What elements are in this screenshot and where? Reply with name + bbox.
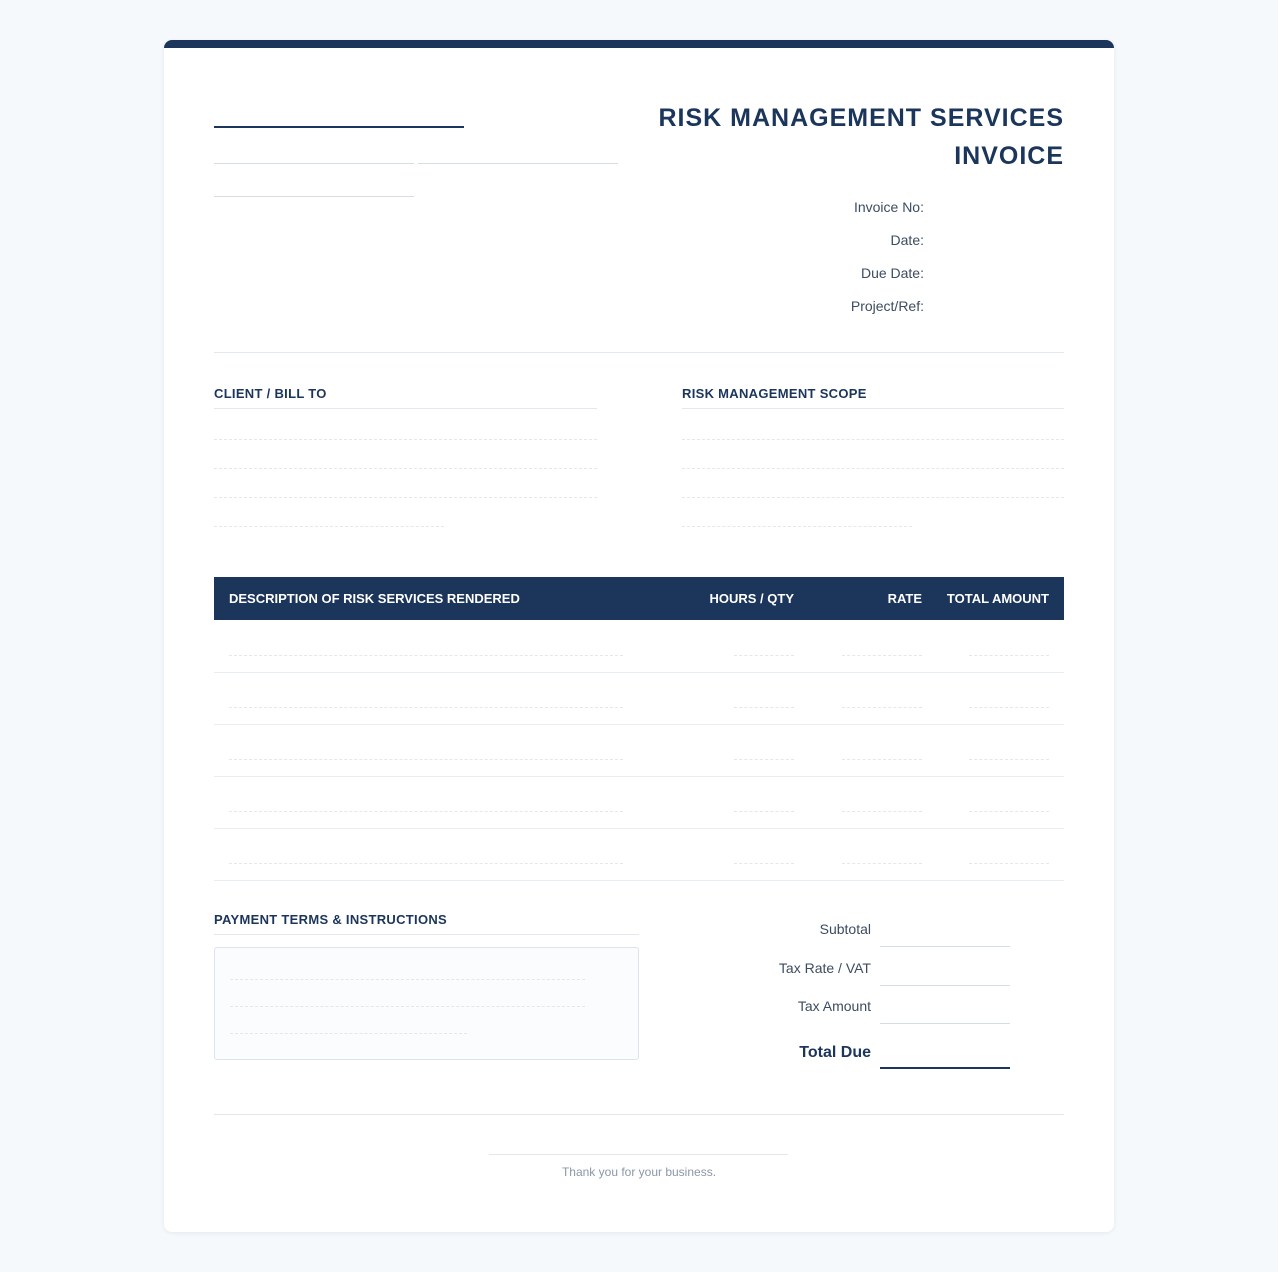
payment-notes-box[interactable] — [214, 947, 639, 1060]
row-rate-line — [842, 759, 922, 760]
table-row — [214, 620, 1064, 673]
col-rate: RATE — [887, 591, 922, 606]
client-section-title: CLIENT / BILL TO — [214, 386, 327, 401]
total-due-label: Total Due — [799, 1044, 871, 1061]
signature-line — [489, 1154, 788, 1155]
client-line — [214, 439, 597, 440]
payment-section-title: PAYMENT TERMS & INSTRUCTIONS — [214, 912, 448, 927]
scope-line — [682, 526, 912, 527]
table-row — [214, 724, 1064, 777]
col-total: TOTAL AMOUNT — [946, 591, 1049, 606]
row-hours-line — [734, 863, 794, 864]
row-description-line — [229, 811, 623, 812]
table-row — [214, 672, 1064, 725]
row-total-line — [969, 759, 1049, 760]
scope-section-title: RISK MANAGEMENT SCOPE — [682, 386, 867, 401]
row-hours-line — [734, 655, 794, 656]
row-hours-line — [734, 759, 794, 760]
row-rate-line — [842, 707, 922, 708]
due-date-label: Due Date: — [860, 265, 924, 281]
row-description-line — [229, 655, 623, 656]
date-label: Date: — [890, 232, 924, 248]
col-description: DESCRIPTION OF RISK SERVICES RENDERED — [229, 591, 520, 606]
header-divider — [214, 352, 1064, 353]
row-hours-line — [734, 707, 794, 708]
invoice-title-line2: INVOICE — [954, 142, 1064, 170]
row-total-line — [969, 655, 1049, 656]
services-table-header — [214, 577, 1064, 620]
invoice-title-line1: RISK MANAGEMENT SERVICES — [658, 104, 1064, 132]
tax-rate-label: Tax Rate / VAT — [778, 960, 871, 976]
col-hours: HOURS / QTY — [709, 591, 794, 606]
subtotal-label: Subtotal — [819, 921, 871, 937]
row-total-line — [969, 863, 1049, 864]
client-line — [214, 526, 444, 527]
table-row — [214, 828, 1064, 881]
company-address-line — [214, 163, 414, 164]
scope-title-underline — [682, 408, 1064, 409]
notes-line — [230, 979, 585, 980]
total-due-line — [880, 1067, 1010, 1069]
footer-divider — [214, 1114, 1064, 1115]
payment-title-underline — [214, 934, 639, 935]
table-row — [214, 776, 1064, 829]
client-line — [214, 497, 597, 498]
notes-line — [230, 1033, 467, 1034]
top-accent-bar — [164, 40, 1114, 48]
row-description-line — [229, 707, 623, 708]
tax-amount-label: Tax Amount — [797, 998, 871, 1014]
row-rate-line — [842, 863, 922, 864]
scope-line — [682, 439, 1064, 440]
tax-amount-line — [880, 1023, 1010, 1024]
row-rate-line — [842, 811, 922, 812]
row-total-line — [969, 707, 1049, 708]
row-rate-line — [842, 655, 922, 656]
row-description-line — [229, 863, 623, 864]
scope-line — [682, 497, 1064, 498]
thank-you-note: Thank you for your business. — [561, 1165, 717, 1179]
company-contact-line — [214, 196, 414, 197]
row-description-line — [229, 759, 623, 760]
tax-rate-line — [880, 985, 1010, 986]
notes-line — [230, 1006, 585, 1007]
invoice-no-label: Invoice No: — [853, 199, 924, 215]
scope-line — [682, 468, 1064, 469]
client-line — [214, 468, 597, 469]
invoice-sheet — [164, 40, 1114, 1232]
company-name-line — [214, 126, 464, 128]
row-hours-line — [734, 811, 794, 812]
project-ref-label: Project/Ref: — [850, 298, 924, 314]
row-total-line — [969, 811, 1049, 812]
subtotal-line — [880, 946, 1010, 947]
client-title-underline — [214, 408, 597, 409]
company-city-line — [418, 163, 618, 164]
